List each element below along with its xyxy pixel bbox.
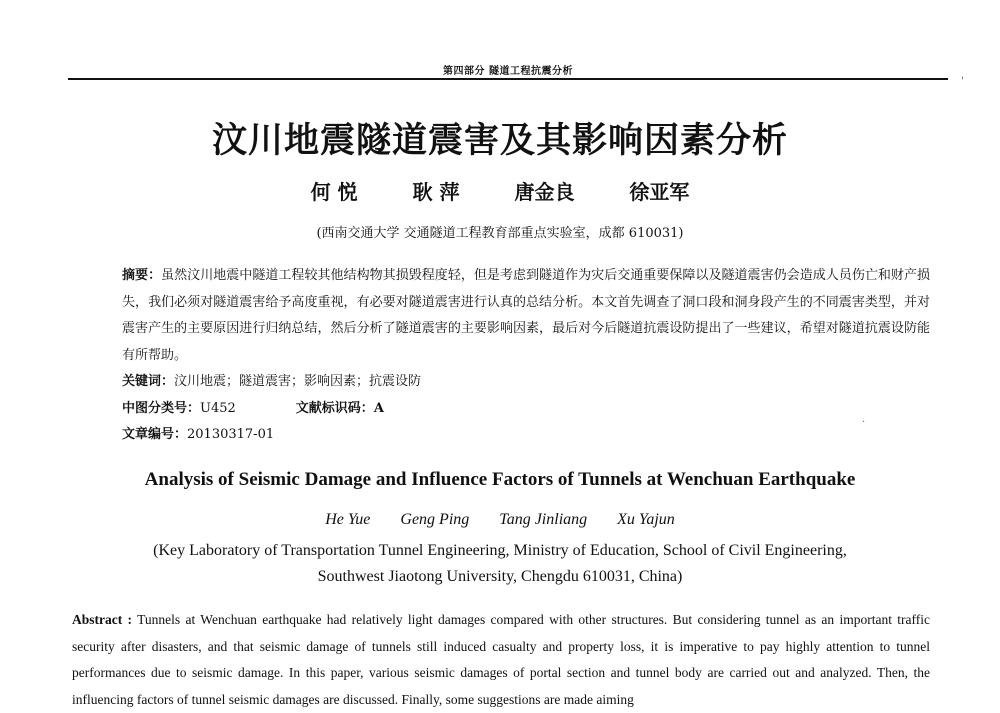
header-rule: [68, 78, 948, 80]
article-no-value: 20130317-01: [187, 427, 275, 442]
clc-value: U452: [200, 400, 236, 416]
english-abstract: [72, 607, 930, 713]
chinese-abstract-block: [122, 263, 930, 449]
keywords-label: 关键词：: [122, 374, 175, 389]
scan-dot: ·: [862, 417, 866, 428]
en-affiliation-line-2: Southwest Jiaotong University, Chengdu 610031, China): [317, 568, 683, 585]
abstract-text: 虽然汶川地震中隧道工程较其他结构物其损毁程度轻，但是考虑到隧道作为灾后交通重要保障以及隧道震害仍会造成人员伤亡和财产损失，我们必须对隧道震害给予高度重视，有必要对隧道震害进行认真的总结分析。本文首先调查了洞口段和洞身段产生的不同震害类型，并对震害产生的主要原因进行归纳总结，然后分析了隧道震害的主要影响因素，最后对今后隧道抗震设防提出了一些建议，希望对隧道抗震设防能有所帮助。: [122, 268, 930, 363]
en-author-2: Geng Ping: [400, 511, 470, 528]
chinese-abstract: [122, 263, 930, 369]
author-4: 徐亚军: [629, 180, 690, 204]
classification-line: [122, 396, 930, 423]
chinese-authors: [0, 176, 1000, 205]
en-abstract-text: Tunnels at Wenchuan earthquake had relatively light damages compared with other structures. But considering tunnel as an important traffic security after disasters, and that seismic damage of tunnels still induced casualty and property loss, it is imperative to pay highly attention to tunnel performances due to seismic damage. In this paper, various seismic damages of portal section and tunnel body are carried out and analyzed. Then, the influencing factors of tunnel seismic damages are discussed. Finally, some suggestions are made aiming: [72, 612, 930, 707]
running-head: 第四部分 隧道工程抗震分析: [443, 66, 573, 77]
en-author-3: Tang Jinliang: [499, 511, 588, 528]
clc-label: 中图分类号：: [122, 400, 201, 416]
english-authors: [0, 511, 1000, 529]
keywords-line: [122, 369, 930, 396]
author-3: 唐金良: [514, 180, 575, 204]
en-author-4: Xu Yajun: [617, 511, 675, 528]
en-abstract-label: Abstract :: [72, 612, 133, 627]
chinese-title: 汶川地震隧道震害及其影响因素分析: [211, 121, 788, 161]
article-number-line: [122, 422, 930, 449]
doc-code-label: 文献标识码：: [295, 400, 374, 416]
abstract-label: 摘要：: [122, 268, 162, 283]
doc-code-value: A: [373, 400, 384, 416]
en-author-1: He Yue: [325, 511, 371, 528]
scan-mark: ': [961, 76, 964, 87]
author-2: 耿 萍: [412, 180, 460, 204]
english-affiliation: [0, 538, 1000, 590]
keywords-text: 汶川地震；隧道震害；影响因素；抗震设防: [174, 374, 422, 389]
en-affiliation-line-1: (Key Laboratory of Transportation Tunnel Engineering, Ministry of Education, School of Civil Engineering,: [153, 542, 847, 559]
english-title: Analysis of Seismic Damage and Influence Factors of Tunnels at Wenchuan Earthquake: [144, 469, 856, 490]
author-1: 何 悦: [310, 180, 358, 204]
article-no-label: 文章编号：: [122, 427, 188, 442]
chinese-affiliation: (西南交通大学 交通隧道工程教育部重点实验室，成都 610031): [316, 226, 684, 241]
